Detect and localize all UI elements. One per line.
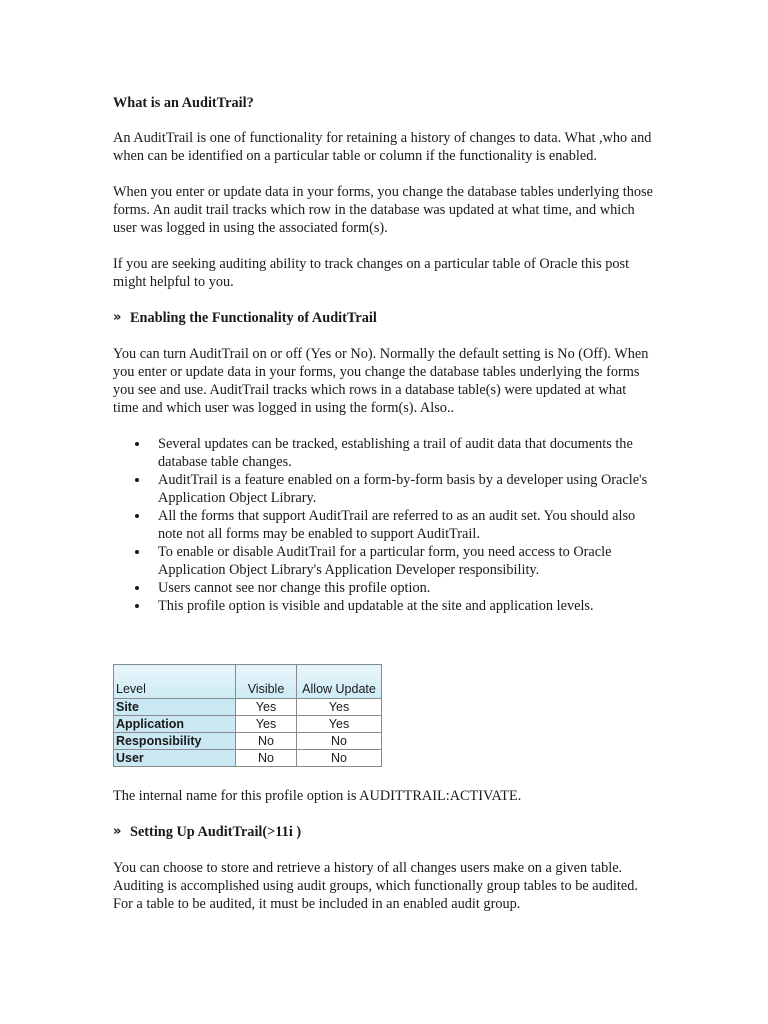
section-heading-enabling [113,309,653,327]
update-cell: No [297,750,382,767]
level-cell: Site [114,699,236,716]
intro-paragraph-1: An AuditTrail is one of functionality for retaining a history of changes to data. What ,who and when can be identified on a particular table or column if the functionality is enabled. [113,130,652,164]
section-heading-text: Enabling the Functionality of AuditTrail [130,310,377,326]
table-header-row [114,665,382,699]
update-cell: Yes [297,699,382,716]
update-cell: No [297,733,382,750]
visible-cell: No [236,750,297,767]
list-item: To enable or disable AuditTrail for a particular form, you need access to Oracle Application Object Library's Application Developer responsibility. [158,543,653,579]
column-header-visible: Visible [236,665,297,699]
profile-levels-table [113,664,382,767]
list-item: Users cannot see nor change this profile option. [158,579,653,597]
column-header-level: Level [114,665,236,699]
intro-paragraph-2: When you enter or update data in your forms, you change the database tables underlying those forms. An audit trail tracks which row in the database was updated at what time, and which user was logged in using the associated form(s). [113,184,653,236]
table-row [114,716,382,733]
visible-cell: Yes [236,699,297,716]
visible-cell: Yes [236,716,297,733]
intro-paragraph-3: If you are seeking auditing ability to track changes on a particular table of Oracle this post might helpful to you. [113,256,630,290]
column-header-allow-update: Allow Update [297,665,382,699]
list-item: Several updates can be tracked, establishing a trail of audit data that documents the database table changes. [158,435,653,471]
document-page [113,94,653,913]
setup-paragraph: You can choose to store and retrieve a history of all changes users make on a given table. Auditing is accomplished using audit groups, which functionally group tables to be audited. For a table to be audited, it must be included in an enabled audit group. [113,860,638,912]
list-item: All the forms that support AuditTrail are referred to as an audit set. You should also note not all forms may be enabled to support AuditTrail. [158,507,653,543]
level-cell: User [114,750,236,767]
list-item: AuditTrail is a feature enabled on a form-by-form basis by a developer using Oracle's Application Object Library. [158,471,653,507]
internal-name-note: The internal name for this profile option is AUDITTRAIL:ACTIVATE. [113,788,522,804]
table-row [114,699,382,716]
level-cell: Responsibility [114,733,236,750]
feature-bullet-list [113,435,653,615]
level-cell: Application [114,716,236,733]
visible-cell: No [236,733,297,750]
table-row [114,750,382,767]
update-cell: Yes [297,716,382,733]
double-chevron-icon: » [113,310,118,325]
page-title: What is an AuditTrail? [113,95,254,111]
list-item: This profile option is visible and updatable at the site and application levels. [158,597,653,615]
double-chevron-icon: » [113,824,118,839]
section-heading-setup [113,823,653,841]
table-row [114,733,382,750]
enabling-paragraph: You can turn AuditTrail on or off (Yes or No). Normally the default setting is No (Off). When you enter or update data in your forms, you change the database tables underlying the forms you see and use. AuditTrail tracks which rows in a database table(s) were updated at what time and which user was logged in using the form(s). Also.. [113,346,649,416]
section-heading-text: Setting Up AuditTrail(>11i ) [130,824,302,840]
